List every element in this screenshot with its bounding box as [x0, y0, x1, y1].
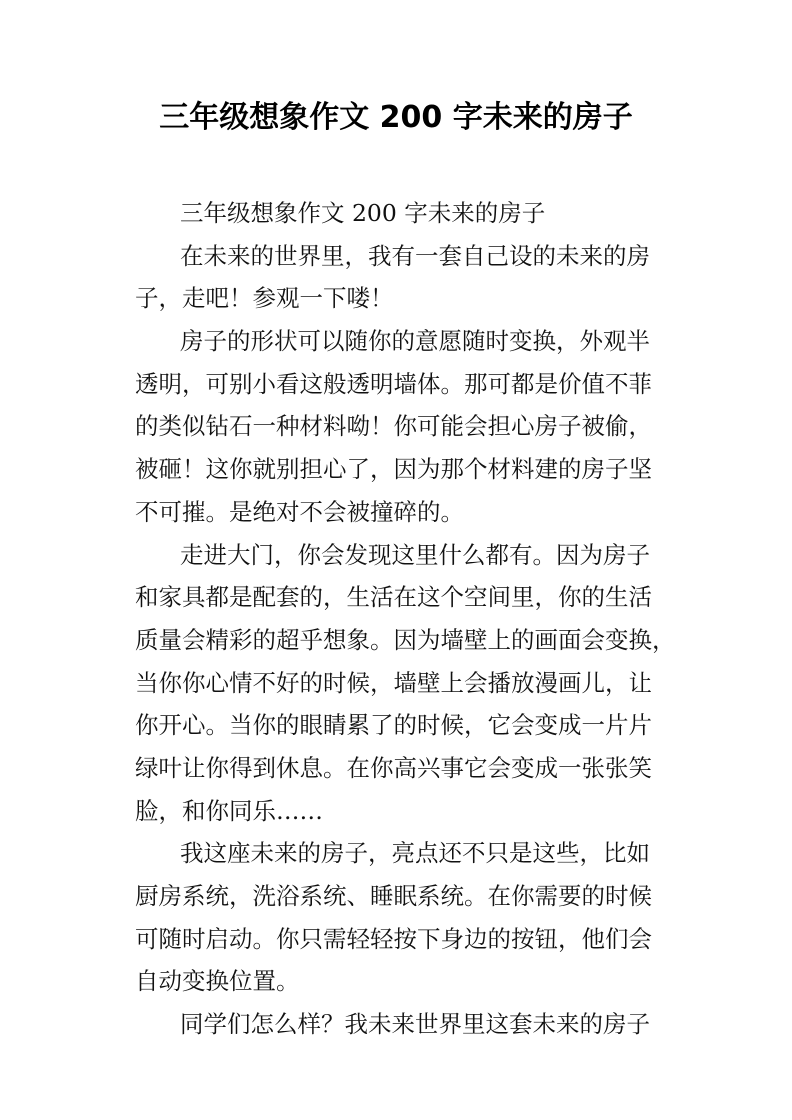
- text-line: 同学们怎么样？我未来世界里这套未来的房子: [180, 1010, 650, 1039]
- text-line: 和家具都是配套的，生活在这个空间里，你的生活: [135, 583, 652, 612]
- text-line: 绿叶让你得到休息。在你高兴事它会变成一张张笑: [135, 753, 652, 782]
- text-line: 三年级想象作文 200 字未来的房子: [180, 199, 546, 227]
- text-line: 自动变换位置。: [135, 967, 300, 996]
- text-line: 子，走吧！参观一下喽！: [135, 284, 394, 313]
- text-line: 当你你心情不好的时候，墙壁上会播放漫画儿，让: [135, 668, 652, 697]
- text-line: 被砸！这你就别担心了，因为那个材料建的房子坚: [135, 455, 652, 484]
- text-line: 你开心。当你的眼睛累了的时候，它会变成一片片: [135, 711, 652, 740]
- text-line: 厨房系统，洗浴系统、睡眠系统。在你需要的时候: [135, 882, 652, 910]
- text-line: 的类似钻石一种材料呦！你可能会担心房子被偷，: [135, 412, 652, 441]
- text-line: 我这座未来的房子，亮点还不只是这些，比如: [180, 839, 650, 868]
- document-title: 三年级想象作文 200 字未来的房子: [159, 100, 633, 135]
- text-line: 脸，和你同乐……: [135, 796, 323, 825]
- text-line: 走进大门，你会发现这里什么都有。因为房子: [180, 540, 650, 569]
- text-line: 质量会精彩的超乎想象。因为墙壁上的画面会变换，: [135, 625, 676, 654]
- text-line: 房子的形状可以随你的意愿随时变换，外观半: [180, 327, 650, 356]
- text-line: 透明，可别小看这般透明墙体。那可都是价值不菲: [135, 369, 652, 398]
- text-line: 在未来的世界里，我有一套自己设的未来的房: [180, 241, 650, 270]
- document-body: [135, 192, 676, 1046]
- text-line: 不可摧。是绝对不会被撞碎的。: [135, 497, 464, 526]
- text-line: 可随时启动。你只需轻轻按下身边的按钮，他们会: [135, 924, 652, 953]
